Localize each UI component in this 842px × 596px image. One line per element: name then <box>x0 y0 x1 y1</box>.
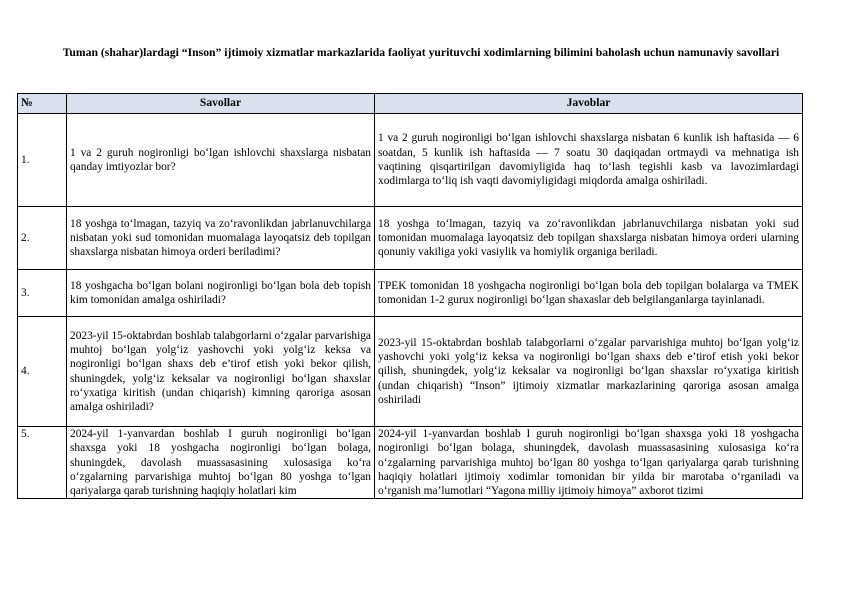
row-number: 2. <box>18 207 67 270</box>
table-row <box>18 317 803 427</box>
answer-cell: TPEK tomonidan 18 yoshgacha nogironligi bo‘lgan bola deb topilgan bolalarga va TMEK tomonidan 1-2 gurux nogironligi bo‘lgan shaxaslar deb belgilanganlarga tayinlanadi. <box>375 270 803 317</box>
question-cell: 1 va 2 guruh nogironligi bo‘lgan ishlovchi shaxslarga nisbatan qanday imtiyozlar bor? <box>67 114 375 207</box>
table-row <box>18 270 803 317</box>
table-row <box>18 427 803 499</box>
question-cell: 2023-yil 15-oktabrdan boshlab talabgorlarni o‘zgalar parvarishiga muhtoj bo‘lgan yolg‘iz yashovchi yoki yolg‘iz keksa va nogironligi bo‘lgan shaxs deb e’tirof etish yoki bekor qilish, shuningdek, yolg‘iz keksalar va nogironligi bo‘lgan shaxslar ro‘yxatiga kiritish (undan chiqarish) kimning qaroriga asosan amalga oshiriladi? <box>67 317 375 427</box>
answer-cell: 1 va 2 guruh nogironligi bo‘lgan ishlovchi shaxslarga nisbatan 6 kunlik ish haftasida — 6 soatdan, 5 kunlik ish haftasida — 7 soatu 30 daqiqadan ortmaydi va mehnatiga ish vaqtining qisqartirilgan davomiyligida haq to‘lash tegishli kasb va lavozimlardagi xodimlarga to‘liq ish vaqti davomiyligidagi miqdorda amalga oshiriladi. <box>375 114 803 207</box>
header-answers: Javoblar <box>375 94 803 114</box>
questions-table <box>17 93 803 499</box>
header-number: № <box>18 94 67 114</box>
row-number: 4. <box>18 317 67 427</box>
answer-cell: 18 yoshga to‘lmagan, tazyiq va zo‘ravonlikdan jabrlanuvchilarga nisbatan yoki sud tomonidan muomalaga layoqatsiz deb topilgan shaxslarga nisbatan himoya orderi ularning qonuniy vakiliga yoki vasiylik va homiylik organiga beriladi. <box>375 207 803 270</box>
table-header-row <box>18 94 803 114</box>
document-title: Tuman (shahar)lardagi “Inson” ijtimoiy xizmatlar markazlarida faoliyat yurituvchi xodimlarning bilimini baholash uchun namunaviy savollari <box>62 46 780 59</box>
table-row <box>18 114 803 207</box>
row-number: 1. <box>18 114 67 207</box>
question-cell: 18 yoshga to‘lmagan, tazyiq va zo‘ravonlikdan jabrlanuvchilarga nisbatan yoki sud tomonidan muomalaga layoqatsiz deb topilgan shaxslarga nisbatan himoya orderi beriladimi? <box>67 207 375 270</box>
answer-cell: 2023-yil 15-oktabrdan boshlab talabgorlarni o‘zgalar parvarishiga muhtoj bo‘lgan yolg‘iz yashovchi yoki yolg‘iz keksa va nogironligi bo‘lgan shaxs deb e’tirof etish yoki bekor qilish, shuningdek, yolg‘iz keksalar va nogironligi bo‘lgan shaxslar ro‘yxatiga kiritish (undan chiqarish) “Inson” ijtimoiy xizmatlar markazlarining qaroriga asosan amalga oshiriladi <box>375 317 803 427</box>
table-row <box>18 207 803 270</box>
question-cell: 2024-yil 1-yanvardan boshlab I guruh nogironligi bo‘lgan shaxsga yoki 18 yoshgacha nogironligi bo‘lgan bolaga, shuningdek, davolash muassasasining xulosasiga ko‘ra o‘zgalarning parvarishiga muhtoj bo‘lgan 80 yoshga to‘lgan qariyalarga qarab turishning haqiqiy holatlari kim <box>67 427 375 499</box>
row-number: 5. <box>18 427 67 499</box>
answer-cell: 2024-yil 1-yanvardan boshlab I guruh nogironligi bo‘lgan shaxsga yoki 18 yoshgacha nogironligi bo‘lgan bolaga, shuningdek, davolash muassasasining xulosasiga ko‘ra o‘zgalarning parvarishiga muhtoj bo‘lgan 80 yoshga to‘lgan qariyalarga qarab turishning haqiqiy holatlari ijtimoiy xodimlar tomonidan bir yilda bir marotaba o‘rganiladi va o‘rganish ma’lumotlari “Yagona milliy ijtimoiy himoya” axborot tizimi <box>375 427 803 499</box>
question-cell: 18 yoshgacha bo‘lgan bolani nogironligi bo‘lgan bola deb topish kim tomonidan amalga oshiriladi? <box>67 270 375 317</box>
row-number: 3. <box>18 270 67 317</box>
header-questions: Savollar <box>67 94 375 114</box>
